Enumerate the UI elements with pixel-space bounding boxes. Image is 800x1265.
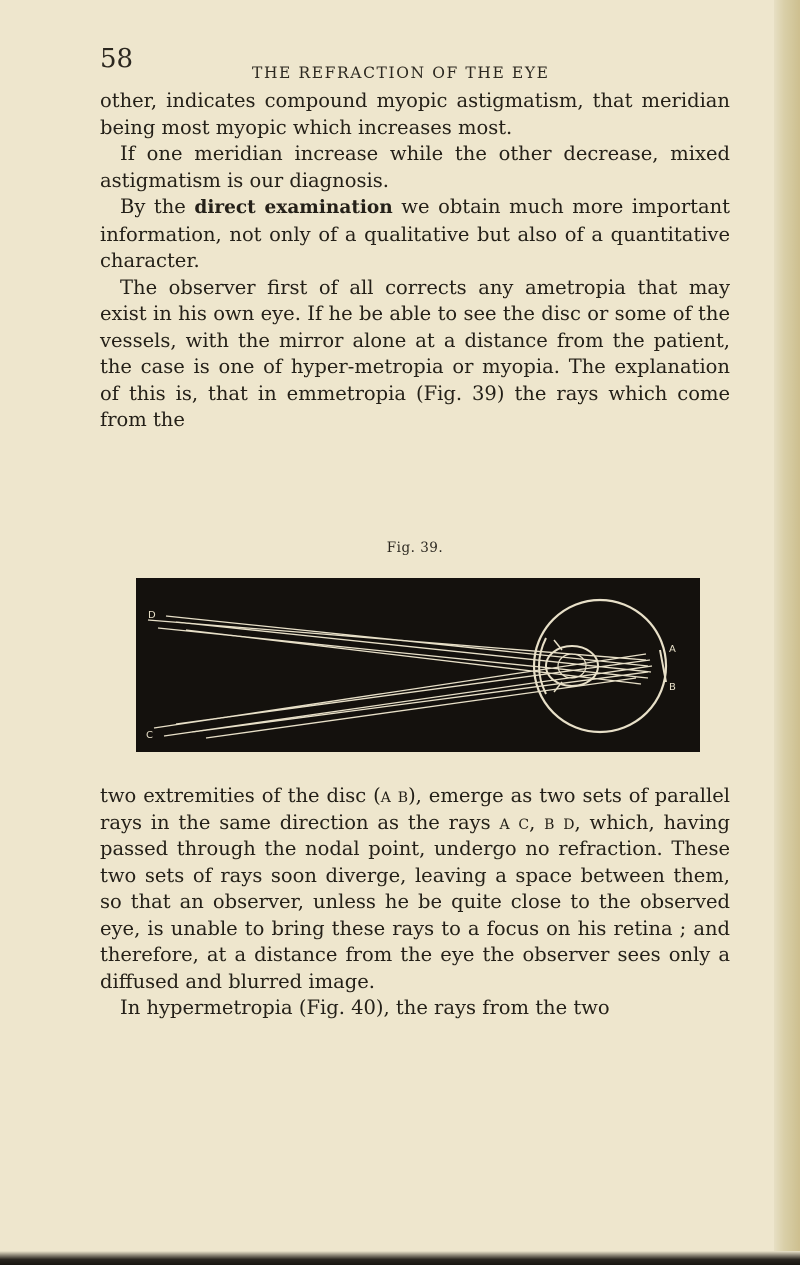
label-b: B: [669, 682, 676, 693]
body-text-top: [100, 88, 730, 434]
text-run: ), emerge as two sets of parallel rays in the same direction as the rays: [100, 784, 730, 834]
paragraph: [100, 783, 730, 995]
text-run: If one meridian increase while the other decrease, mixed astigmatism is our diagnosis.: [100, 142, 730, 192]
page-bottom-edge: [0, 1251, 800, 1265]
paragraph: [100, 88, 730, 141]
paragraph: [100, 995, 730, 1022]
figure-caption: Fig. 39.: [386, 540, 444, 556]
text-run: we obtain much more important information, not only of a qualitative but also of a quantitative character.: [100, 195, 730, 272]
running-head: THE REFRACTION OF THE EYE: [252, 64, 550, 82]
paragraph: [100, 275, 730, 434]
text-run: other, indicates compound myopic astigmatism, that meridian being most myopic which increases most.: [100, 89, 730, 139]
label-d: D: [148, 610, 156, 621]
text-run: In hypermetropia (Fig. 40), the rays from the two: [120, 996, 610, 1019]
body-text-bottom: [100, 783, 730, 1022]
text-run: The observer first of all corrects any ametropia that may exist in his own eye. If he be able to see the disc or some of the vessels, with the mirror alone at a distance from the patient, the case is one of hyper-metropia or myopia. The explanation of this is, that in emmetropia (Fig. 39) the rays which come from the: [100, 275, 730, 431]
text-run: , which, having passed through the nodal point, undergo no refraction. These two sets of rays soon diverge, leaving a space between them, so that an observer, unless he be quite close to the observed eye, is unable to bring these rays to a focus on his retina ; and therefore, at a distance from the eye the observer sees only a diffused and blurred image.: [100, 810, 730, 993]
small-caps-label: b d: [544, 810, 575, 834]
page-number: 58: [100, 44, 134, 74]
eye-diagram-svg: [136, 578, 700, 752]
label-c: C: [146, 730, 153, 741]
text-run: By the: [120, 195, 195, 218]
page-header: [100, 44, 740, 88]
page-edge-shadow: [774, 0, 800, 1265]
paragraph: [100, 141, 730, 194]
figure-39-eye-diagram: [136, 578, 700, 752]
text-run: ,: [529, 810, 545, 834]
paragraph: [100, 194, 730, 275]
text-run: two extremities of the disc (: [100, 784, 381, 807]
bold-term: direct examination: [194, 197, 393, 218]
label-a: A: [669, 644, 676, 655]
small-caps-label: a b: [380, 784, 409, 807]
small-caps-label: a c: [499, 810, 530, 834]
